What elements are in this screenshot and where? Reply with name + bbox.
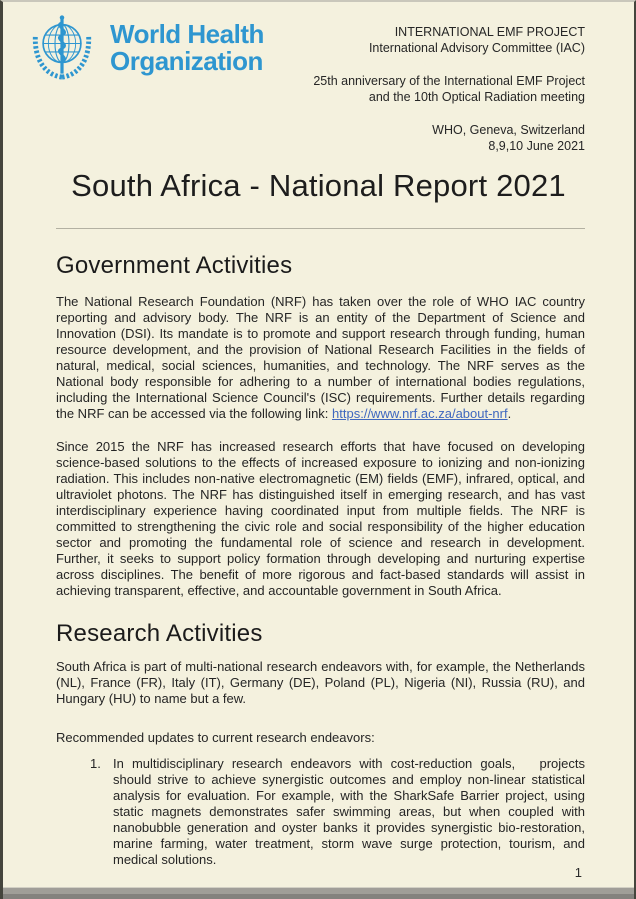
research-list-intro: Recommended updates to current research endeavors: (56, 730, 375, 745)
who-logo (23, 12, 264, 82)
bottom-edge (3, 887, 634, 899)
list-item-number: 1. (90, 756, 101, 771)
document-body (56, 242, 589, 868)
project-title: INTERNATIONAL EMF PROJECT (394, 25, 585, 39)
date-line: 8,9,10 June 2021 (488, 139, 585, 153)
who-emblem-icon (23, 12, 101, 82)
project-committee: International Advisory Committee (IAC) (368, 41, 585, 55)
header-right-block (313, 24, 585, 171)
meeting-line1: 25th anniversary of the International EMF Project (313, 74, 585, 88)
document-title: South Africa - National Report 2021 (71, 168, 566, 203)
list-item (90, 756, 589, 868)
section-heading-research: Research Activities (56, 620, 263, 647)
project-block (313, 24, 585, 56)
meeting-line2: and the 10th Optical Radiation meeting (368, 90, 585, 104)
page-number: 1 (574, 865, 582, 880)
government-paragraph-2: Since 2015 the NRF has increased research efforts that have focused on developing science-based solutions to the effects of increased exposure to ionizing and non-ionizing radiation. This includes non-native electromagnetic (EM) fields (EMF), infrared, optical, and ultraviolet photons. The NRF has distinguished itself in emerging research, and has vast interdisciplinary experience having coordinated input from multiple fields. The NRF is committed to strengthening the civic role and social responsibility of the higher education sector and promoting the fundamental role of science and research in development. Further, it seeks to support policy formation through developing and nurturing expertise across disciplines. The benefit of more rigorous and fact-based standards will assist in achieving transparent, effective, and accountable government in South Africa. (56, 439, 585, 598)
paragraph-text: . (507, 406, 512, 421)
location-line: WHO, Geneva, Switzerland (432, 123, 585, 137)
who-wordmark (110, 21, 264, 75)
location-block (313, 122, 585, 154)
research-paragraph-1: South Africa is part of multi-national research endeavors with, for example, the Netherlands (NL), France (FR), Italy (IT), Germany (DE), Poland (PL), Nigeria (NI), Russia (RU), and Hungary (HU) to name but a few. (56, 659, 585, 706)
section-heading-government: Government Activities (56, 252, 293, 279)
paragraph-text: The National Research Foundation (NRF) has taken over the role of WHO IAC country reporting and advisory body. The NRF is an entity of the Department of Science and Innovation (DSI). Its mandate is to promote and support research through funding, human resource development, and the provision of National Research Facilities in the fields of natural, medical, social sciences, humanities, and technology. The NRF serves as the National body responsible for adhering to a number of international bodies regulations, including the International Science Council's (ISC) requirements. Further details regarding the NRF can be accessed via the following link: (56, 294, 585, 421)
who-wordmark-line2: Organization (110, 46, 263, 76)
meeting-block (313, 73, 585, 105)
bottom-edge-shadow (3, 894, 634, 899)
horizontal-rule (56, 228, 585, 229)
nrf-link[interactable]: https://www.nrf.ac.za/about-nrf (332, 406, 508, 421)
who-wordmark-line1: World Health (110, 19, 264, 49)
list-item-text: In multidisciplinary research endeavors with cost-reduction goals, projects should strive to achieve synergistic outcomes and employ non-linear statistical analysis for evaluation. For example, with the SharkSafe Barrier project, using static magnets demonstrates safer swimming areas, but when coupled with nanobubble generation and oyster banks it provides synergistic bio-restoration, marine farming, water treatment, storm wave surge protection, tourism, and medical solutions. (113, 756, 589, 867)
government-paragraph-1 (56, 294, 585, 422)
